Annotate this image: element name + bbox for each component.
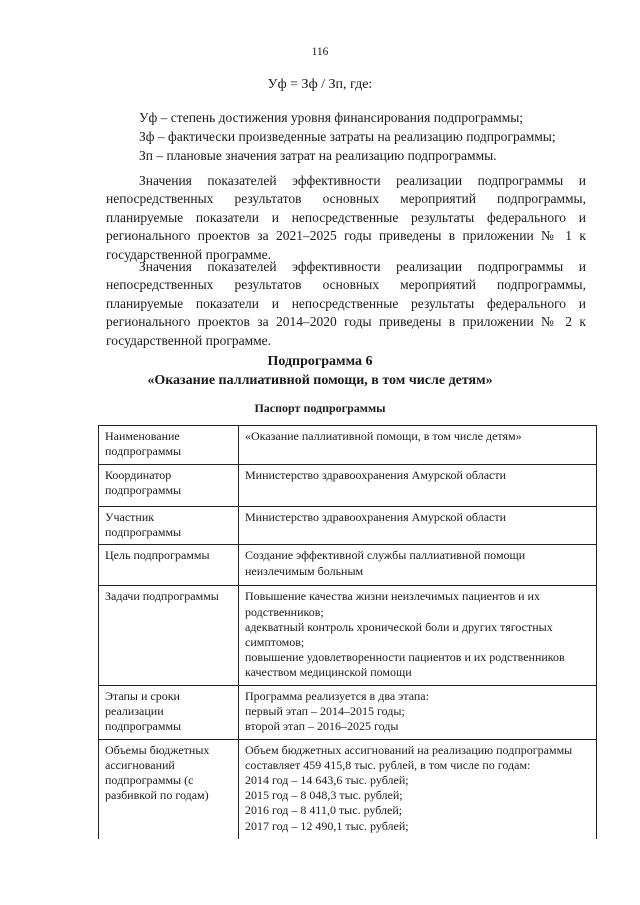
value-line: адекватный контроль хронической боли и других тягостных симптомов; [245, 619, 553, 650]
row-value [239, 426, 597, 465]
row-label: Участник подпрограммы [99, 507, 239, 545]
subprogram-name: «Оказание паллиативной помощи, в том числе детям» [147, 373, 493, 388]
table-row [99, 507, 597, 545]
paragraph-appendix-1: Значения показателей эффективности реализации подпрограммы и непосредственных результатов основных мероприятий подпрограммы, планируемые показатели и непосредственные результаты федерального и регионального проектов за 2021–2025 годы приведены в приложении № 1 к государственной программе. [106, 173, 586, 262]
page-number: 116 [311, 46, 329, 58]
value-line: второй этап – 2016–2025 годы [245, 719, 399, 734]
value-line: 2017 год – 12 490,1 тыс. рублей; [245, 818, 409, 833]
row-value [239, 685, 597, 739]
value-line: Министерство здравоохранения Амурской области [245, 510, 507, 524]
value-line: Программа реализуется в два этапа: [245, 688, 429, 703]
table-row [99, 545, 597, 586]
value-line: 2015 год – 8 048,3 тыс. рублей; [245, 788, 403, 803]
formula: Уф = Зф / Зп, где: [267, 77, 373, 92]
value-line: «Оказание паллиативной помощи, в том числе детям» [245, 429, 522, 443]
value-line: 2016 год – 8 411,0 тыс. рублей; [245, 803, 403, 818]
row-value [239, 739, 597, 839]
table-row [99, 426, 597, 465]
value-line: 2014 год – 14 643,6 тыс. рублей; [245, 773, 409, 788]
row-value [239, 465, 597, 507]
value-line: первый этап – 2014–2015 годы; [245, 703, 405, 718]
value-line: повышение удовлетворенности пациентов и их родственников качеством медицинской помощи [245, 650, 565, 680]
table-row [99, 739, 597, 839]
table-row [99, 465, 597, 507]
row-label: Цель подпрограммы [99, 545, 239, 586]
value-line: Повышение качества жизни неизлечимых пациентов и их родственников; [245, 589, 540, 619]
subprogram-number: Подпрограмма 6 [267, 354, 373, 369]
row-value: Создание эффективной службы паллиативной помощи неизлечимым больным [239, 545, 597, 586]
row-label: Задачи подпрограммы [99, 586, 239, 685]
row-label: Объемы бюджетных ассигнований подпрограммы (с разбивкой по годам) [99, 739, 239, 839]
row-value [239, 586, 597, 685]
table-row [99, 586, 597, 685]
row-label: Этапы и сроки реализации подпрограммы [99, 685, 239, 739]
row-label: Координатор подпрограммы [99, 465, 239, 507]
paragraph-appendix-2: Значения показателей эффективности реализации подпрограммы и непосредственных результатов основных мероприятий подпрограммы, планируемые показатели и непосредственные результаты федерального и регионального проектов за 2014–2020 годы приведены в приложении № 2 к государственной программе. [106, 259, 586, 348]
passport-table [98, 425, 597, 839]
row-value [239, 507, 597, 545]
value-line: Объем бюджетных ассигнований на реализацию подпрограммы составляет 459 415,8 тыс. рублей, в том числе по годам: [245, 742, 573, 772]
value-line: Министерство здравоохранения Амурской области [245, 468, 507, 482]
definition-zp: Зп – плановые значения затрат на реализацию подпрограммы. [139, 148, 497, 163]
table-row [99, 685, 597, 739]
definition-zf: Зф – фактически произведенные затраты на реализацию подпрограммы; [139, 129, 556, 144]
definition-uf: Уф – степень достижения уровня финансирования подпрограммы; [139, 110, 524, 125]
row-label: Наименование подпрограммы [99, 426, 239, 465]
passport-title: Паспорт подпрограммы [254, 401, 386, 415]
formula-definitions [139, 108, 556, 165]
subprogram-heading [0, 352, 640, 390]
